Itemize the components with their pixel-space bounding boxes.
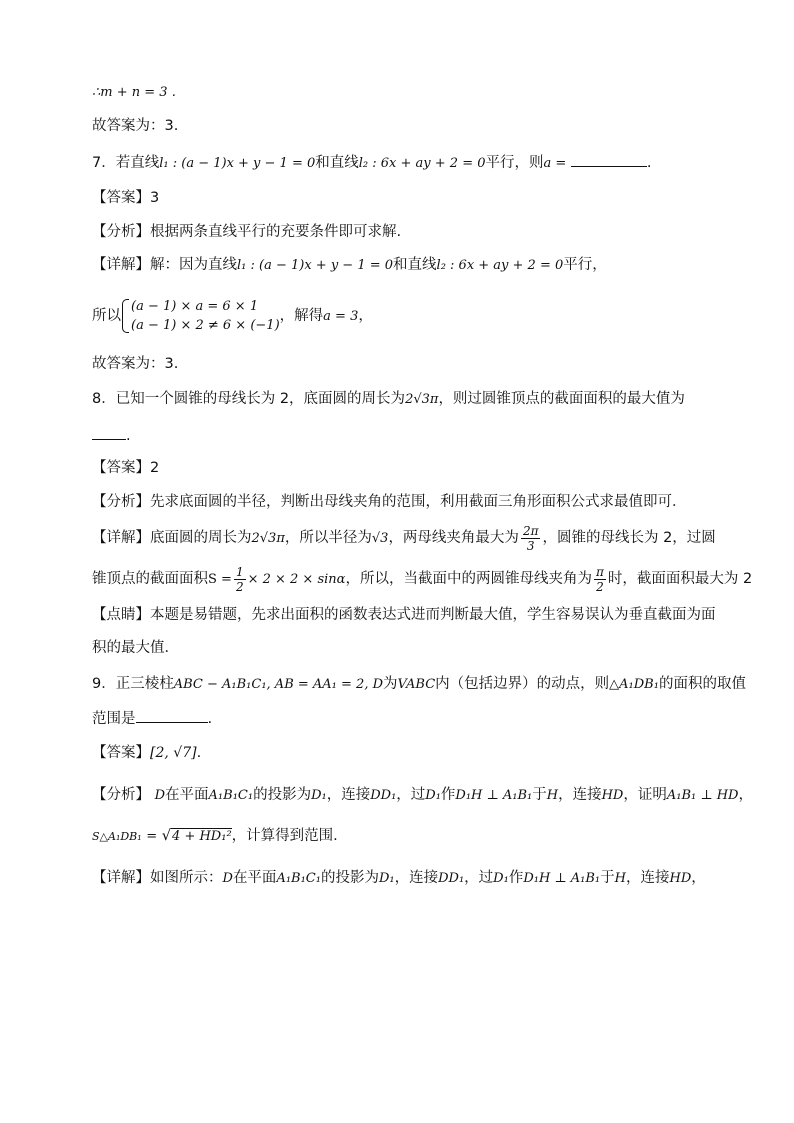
analysis-tag: 【分析】 — [92, 787, 150, 803]
fraction-pi-2 — [594, 565, 606, 594]
analysis-text: ，计算得到范围. — [231, 828, 338, 844]
text-through: ，过 — [464, 870, 494, 886]
q7-line1: l₁ : (a − 1)x + y − 1 = 0 — [159, 156, 316, 171]
question-9-blank — [92, 708, 212, 729]
analysis-tag: 【分析】 — [92, 494, 150, 510]
detail-text-e: 时，截面面积最大为 2 — [607, 571, 753, 587]
text-make: 作 — [508, 870, 524, 886]
math-d1: D₁ — [378, 871, 395, 886]
answer-value: 3 — [150, 190, 160, 206]
equals-sign: = — [146, 829, 158, 844]
detail-text-e: ，两母线夹角最大为 — [388, 530, 519, 546]
system-7 — [92, 296, 373, 337]
detail-text-a: 底面圆的周长为 — [150, 530, 252, 546]
equation-system — [121, 297, 280, 335]
q9-text: 范围是 — [92, 711, 136, 727]
sqrt-expression: 4 + HD₁² — [172, 829, 232, 844]
q7-text-e: 平行，则 — [485, 155, 544, 171]
line-answer-prev — [92, 116, 178, 136]
math-hd: HD — [669, 871, 692, 886]
review-tag: 【点睛】 — [92, 607, 150, 623]
text-proj: 的投影为 — [253, 787, 312, 803]
math-mn: ∴m + n = 3 . — [92, 85, 176, 100]
answer-tag: 【答案】 — [92, 460, 150, 476]
detail-tag: 【详解】 — [92, 257, 150, 273]
text-at: 于 — [600, 870, 615, 886]
fraction-numerator: 2π — [522, 523, 539, 538]
line-conclusion-mn — [92, 82, 176, 103]
math-perp: D₁H ⊥ A₁B₁ — [455, 788, 533, 803]
question-8 — [92, 389, 685, 410]
detail-text-a: 解：因为直线 — [150, 257, 237, 273]
answer-tag: 【答案】 — [92, 745, 150, 761]
text-connect: ，连接 — [326, 787, 371, 803]
q8-text-c: ，则过圆锥顶点的截面面积的最大值为 — [438, 391, 685, 407]
area-symbol: S△A₁DB₁ — [92, 830, 142, 843]
answer-blank — [136, 708, 208, 723]
answer-line-7 — [92, 354, 178, 374]
detail-line2: l₂ : 6x + ay + 2 = 0 — [436, 258, 564, 273]
q7-text-c: 和直线 — [315, 155, 359, 171]
q9-period: . — [207, 711, 213, 727]
analysis-text: 先求底面圆的半径，判断出母线夹角的范围，利用截面三角形面积公式求最值即可． — [150, 494, 687, 510]
math-hd: HD — [601, 788, 624, 803]
answer-text: 故答案为：3. — [92, 118, 179, 134]
detail-text-a: 锥顶点的截面面积 — [92, 571, 208, 587]
detail-8-cont — [92, 563, 752, 596]
analysis-9-cont: S△A₁DB₁ = √4 + HD₁²，计算得到范围. — [92, 828, 338, 844]
q9-triangle-2: △A₁DB₁ — [609, 677, 659, 692]
answer-interval: [2, √7] — [150, 745, 197, 761]
system-result: a = 3 — [323, 309, 359, 324]
math-h: H — [614, 871, 626, 886]
q7-var-a: a = — [543, 156, 567, 171]
detail-radius: √3 — [371, 531, 389, 546]
q8-circumference: 2√3π — [405, 392, 439, 407]
detail-text-c: 和直线 — [393, 257, 437, 273]
q8-period: . — [126, 428, 131, 444]
text-through: ，过 — [396, 787, 426, 803]
detail-8 — [92, 522, 716, 555]
review-text: 本题是易错题，先求出面积的函数表达式进而判断最大值，学生容易误认为垂直截面为面 — [150, 607, 716, 623]
fraction-denominator: 2 — [596, 579, 604, 594]
detail-tag: 【详解】 — [92, 870, 150, 886]
math-d1b: D₁ — [493, 871, 509, 886]
q9-text-a: 9．正三棱柱 — [92, 676, 174, 692]
math-perp: D₁H ⊥ A₁B₁ — [523, 871, 601, 886]
text-prove: ，证明 — [623, 787, 667, 803]
fraction-2pi-3 — [521, 524, 541, 553]
detail-tag: 【详解】 — [92, 530, 150, 546]
answer-blank — [571, 152, 647, 167]
math-h: H — [546, 788, 559, 803]
math-dd1: DD₁ — [438, 871, 465, 886]
math-d: D — [154, 788, 166, 803]
text-as-shown: 如图所示： — [150, 870, 223, 886]
detail-7 — [92, 255, 607, 276]
text-comma: ， — [691, 870, 706, 886]
math-d: D — [222, 871, 233, 886]
system-prefix: 所以 — [92, 308, 121, 324]
review-text: 积的最大值． — [92, 640, 179, 656]
text-at: 于 — [532, 787, 547, 803]
math-d1b: D₁ — [425, 788, 441, 803]
question-9 — [92, 674, 746, 695]
analysis-tag: 【分析】 — [92, 224, 150, 240]
system-row-2: (a − 1) × 2 ≠ 6 × (−1) — [131, 318, 280, 333]
area-formula: × 2 × 2 × sinα — [247, 572, 346, 587]
q7-text-a: 7．若直线 — [92, 155, 160, 171]
fraction-denominator: 2 — [235, 579, 244, 594]
text-make: 作 — [440, 787, 456, 803]
answer-value: 2 — [150, 460, 160, 476]
text-connect-2: ，连接 — [558, 787, 602, 803]
text-plane: 在平面 — [232, 870, 277, 886]
q9-text-g: 的面积的取值 — [658, 676, 746, 692]
q9-text-e: 内（包括边界）的动点，则 — [435, 676, 610, 692]
math-d1: D₁ — [311, 788, 327, 803]
q9-prism: ABC − A₁B₁C₁, AB = AA₁ = 2, D — [173, 677, 384, 692]
detail-text-e: 平行， — [563, 257, 607, 273]
q7-period: . — [646, 155, 652, 171]
q7-line2: l₂ : 6x + ay + 2 = 0 — [358, 156, 486, 171]
fraction-denominator: 3 — [526, 538, 535, 553]
math-dd1: DD₁ — [370, 788, 397, 803]
question-8-blank — [92, 425, 131, 446]
detail-line1: l₁ : (a − 1)x + y − 1 = 0 — [237, 258, 394, 273]
detail-text-f: ，圆锥的母线长为 2，过圆 — [542, 530, 716, 546]
q9-text-c: 为 — [383, 676, 398, 692]
detail-text-d: ，所以，当截面中的两圆锥母线夹角为 — [345, 571, 592, 587]
system-mid: ，解得 — [279, 308, 324, 324]
analysis-7 — [92, 222, 401, 242]
question-7 — [92, 152, 652, 174]
system-end: ， — [358, 308, 373, 324]
text-connect-2: ，连接 — [625, 870, 670, 886]
text-connect: ，连接 — [394, 870, 439, 886]
answer-9 — [92, 743, 201, 763]
detail-circumference: 2√3π — [251, 531, 285, 546]
system-row-1: (a − 1) × a = 6 × 1 — [131, 299, 259, 314]
detail-9 — [92, 868, 706, 889]
answer-tag: 【答案】 — [92, 190, 150, 206]
area-label: S = — [208, 572, 232, 587]
review-8 — [92, 605, 716, 625]
fraction-half — [234, 565, 246, 594]
answer-text: 故答案为：3. — [92, 356, 179, 372]
answer-8 — [92, 458, 159, 478]
analysis-9 — [92, 785, 753, 806]
answer-7 — [92, 188, 159, 208]
math-perp-2: A₁B₁ ⊥ HD — [666, 788, 739, 803]
detail-text-c: ，所以半径为 — [284, 530, 372, 546]
answer-period: . — [196, 745, 202, 761]
fraction-numerator: 1 — [235, 564, 244, 579]
text-comma: ， — [738, 787, 753, 803]
fraction-numerator: π — [595, 564, 604, 579]
math-plane: A₁B₁C₁ — [208, 788, 254, 803]
analysis-text: 根据两条直线平行的充要条件即可求解. — [150, 224, 402, 240]
q8-text-a: 8．已知一个圆锥的母线长为 2，底面圆的周长为 — [92, 391, 406, 407]
analysis-8 — [92, 492, 687, 512]
answer-blank — [92, 425, 126, 440]
text-proj: 的投影为 — [320, 870, 379, 886]
text-plane: 在平面 — [165, 787, 209, 803]
review-8-cont — [92, 638, 179, 658]
q9-triangle: VABC — [397, 677, 436, 692]
math-plane: A₁B₁C₁ — [276, 871, 321, 886]
